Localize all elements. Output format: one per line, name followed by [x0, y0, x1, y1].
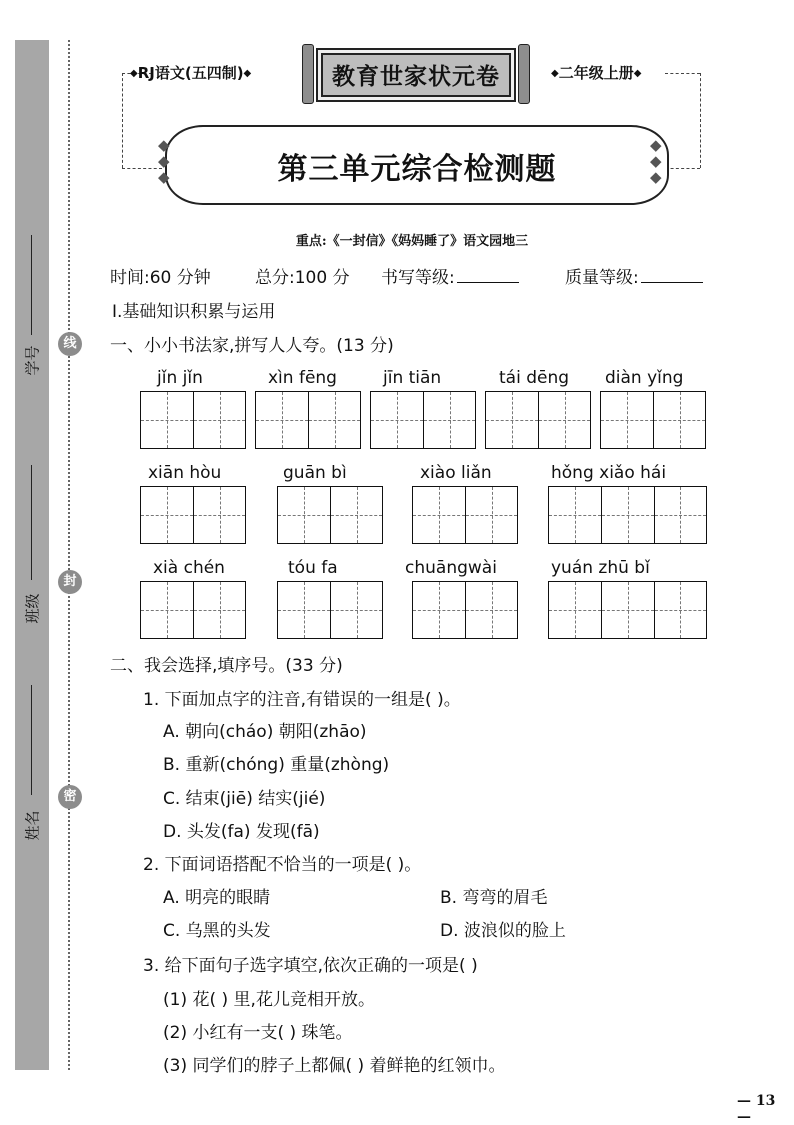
class-label: 班级 — [23, 593, 42, 624]
name-field[interactable] — [31, 685, 32, 795]
pinyin-label: tóu fa — [288, 558, 338, 578]
name-label: 姓名 — [23, 810, 42, 841]
writing-grid-3[interactable] — [548, 581, 707, 639]
q2-2-option-c[interactable]: C. 乌黑的头发 — [163, 921, 271, 941]
seal-mi: 密 — [58, 785, 82, 809]
q2-3-stem: 3. 给下面句子选字填空,依次正确的一项是( ) — [143, 956, 478, 976]
pinyin-label: guān bì — [283, 463, 347, 483]
pinyin-label: yuán zhū bǐ — [551, 558, 650, 578]
q2-2-option-b[interactable]: B. 弯弯的眉毛 — [440, 888, 548, 908]
edition-tag: ◆RJ语文(五四制)◆ — [130, 64, 252, 82]
writing-grid[interactable] — [412, 581, 518, 639]
seal-feng: 封 — [58, 570, 82, 594]
seal-xian: 线 — [58, 332, 82, 356]
pinyin-label: diàn yǐng — [605, 368, 684, 388]
pinyin-label: tái dēng — [499, 368, 570, 388]
pinyin-label: xiān hòu — [148, 463, 222, 483]
q2-3-sentence-3: (3) 同学们的脖子上都佩( ) 着鲜艳的红领巾。 — [163, 1056, 506, 1076]
diamond-left-icon: ◆ ◆ ◆ — [158, 136, 170, 186]
writing-grid[interactable] — [370, 391, 476, 449]
quality-grade-blank[interactable] — [641, 268, 703, 283]
q2-2-option-a[interactable]: A. 明亮的眼睛 — [163, 888, 271, 908]
writing-grade: 书写等级: — [381, 263, 519, 288]
quality-grade: 质量等级: — [565, 263, 703, 288]
total-score-info: 总分:100 分 — [255, 268, 350, 288]
writing-grid[interactable] — [277, 486, 383, 544]
q2-2-option-d[interactable]: D. 波浪似的脸上 — [440, 921, 566, 941]
writing-grid[interactable] — [277, 581, 383, 639]
student-id-label: 学号 — [23, 345, 42, 376]
q2-1-option-c[interactable]: C. 结束(jiē) 结实(jié) — [163, 789, 326, 809]
q2-1-option-a[interactable]: A. 朝向(cháo) 朝阳(zhāo) — [163, 722, 367, 742]
writing-grade-blank[interactable] — [457, 268, 519, 283]
cut-line — [68, 40, 70, 1070]
writing-grid[interactable] — [485, 391, 591, 449]
writing-grid[interactable] — [255, 391, 361, 449]
writing-grid-3[interactable] — [548, 486, 707, 544]
writing-grid[interactable] — [140, 581, 246, 639]
pinyin-label: hǒng xiǎo hái — [551, 463, 667, 483]
writing-grid[interactable] — [600, 391, 706, 449]
q2-3-sentence-2: (2) 小红有一支( ) 珠笔。 — [163, 1023, 353, 1043]
question-1-title: 一、小小书法家,拼写人人夸。(13 分) — [110, 336, 394, 356]
q2-1-option-b[interactable]: B. 重新(chóng) 重量(zhòng) — [163, 755, 390, 775]
pinyin-label: xià chén — [153, 558, 225, 578]
key-points: 重点:《一封信》《妈妈睡了》语文园地三 — [295, 234, 529, 249]
page-number: — 13 — — [737, 1093, 776, 1125]
grade-tag: ◆二年级上册◆ — [551, 64, 642, 82]
pinyin-label: jǐn jǐn — [157, 368, 203, 388]
q2-1-stem: 1. 下面加点字的注音,有错误的一组是( )。 — [143, 690, 461, 710]
exam-title: 第三单元综合检测题 — [277, 152, 557, 187]
student-id-field[interactable] — [31, 235, 32, 335]
binding-strip — [15, 40, 49, 1070]
class-field[interactable] — [31, 465, 32, 580]
writing-grid[interactable] — [140, 486, 246, 544]
pinyin-label: xiào liǎn — [420, 463, 492, 483]
q2-3-sentence-1: (1) 花( ) 里,花儿竞相开放。 — [163, 990, 375, 1010]
section-title: Ⅰ.基础知识积累与运用 — [112, 302, 276, 322]
scroll-rod-right — [518, 44, 530, 104]
q2-1-option-d[interactable]: D. 头发(fa) 发现(fā) — [163, 822, 320, 842]
pinyin-label: jīn tiān — [383, 368, 442, 388]
time-info: 时间:60 分钟 — [110, 268, 211, 288]
writing-grid[interactable] — [412, 486, 518, 544]
question-2-title: 二、我会选择,填序号。(33 分) — [110, 656, 343, 676]
brand-title: 教育世家状元卷 — [332, 64, 500, 90]
scroll-rod-left — [302, 44, 314, 104]
pinyin-label: xìn fēng — [268, 368, 337, 388]
diamond-right-icon: ◆ ◆ ◆ — [650, 136, 662, 186]
writing-grid[interactable] — [140, 391, 246, 449]
pinyin-label: chuāngwài — [405, 558, 497, 578]
q2-2-stem: 2. 下面词语搭配不恰当的一项是( )。 — [143, 855, 422, 875]
